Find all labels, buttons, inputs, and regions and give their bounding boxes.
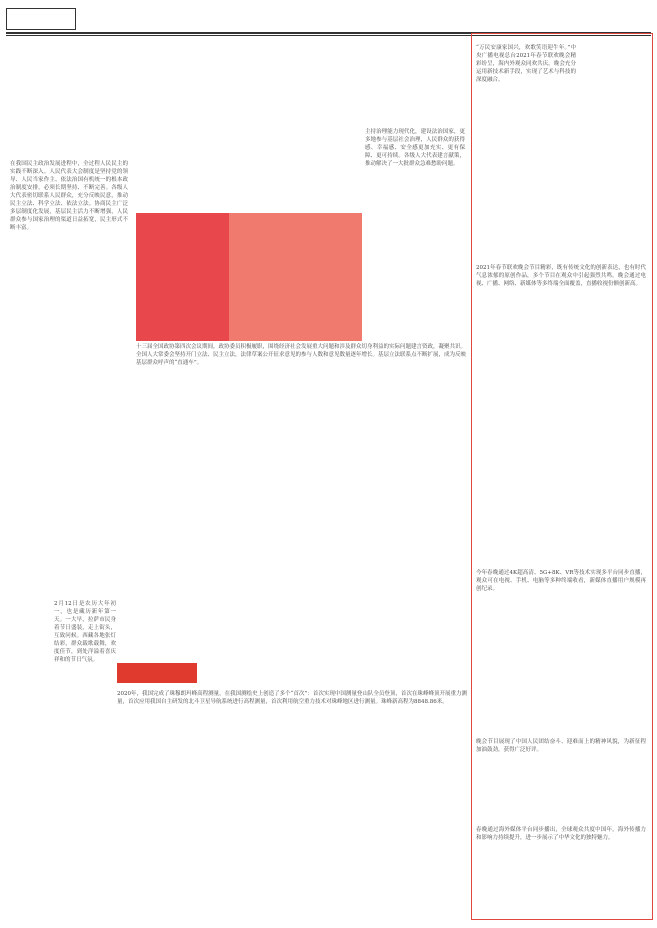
lead-body-col1: 在我国民主政治发展进程中，全过程人民民主的实践不断深入。人民代表大会制度是坚持党的领导、人民当家作主、依法治国有机统一的根本政治制度安排，必须长期坚持、不断完善。各级人大代表密切联系人民群众，充分反映民意，推动民主立法、科学立法、依法立法。协商民主广泛多层制度化发展，基层民主活力不断增强，人民群众参与国家治理的渠道日益拓宽，民主形式不断丰富。	[10, 161, 128, 231]
sidebar-article	[471, 33, 653, 920]
lead-body-col4: 主持治理能力现代化，建设法治国家，更多地参与基层社会治理，人民群众的获得感、幸福感、安全感更加充实、更有保障、更可持续。各级人大代表建言献策，推动解决了一大批群众急难愁盼问题。	[365, 129, 465, 167]
bottom-body: 2020年，我国完成了珠穆朗玛峰高程测量，在我国测绘史上创造了多个“首次”：首次实现中国测量登山队全员登顶，首次在珠峰峰顶开展重力测量，首次应用我国自主研发的北斗卫星导航系统进行高程测量，首次利用航空重力技术对珠峰地区进行测量。珠峰新高程为8848.86米。	[117, 691, 467, 705]
sidebar-body-top: “万民安康家国兴，欢歌笑语迎牛年。”中央广播电视总台2021年春节联欢晚会精彩纷呈，海内外观众同欢共庆。晚会充分运用新技术新手段，实现了艺术与科技的深度融合。	[476, 45, 576, 83]
column-banner	[117, 663, 197, 683]
sidebar-body-tech: 今年春晚通过4K超高清、5G+8K、VR等技术实现多平台同步直播，观众可在电视、手机、电脑等多种终端收看，新媒体直播用户规模再创纪录。	[476, 570, 646, 592]
lead-body-bottom: 十三届全国政协第四次会议期间，政协委员积极履职，围绕经济社会发展重大问题和涉及群众切身利益的实际问题建言资政，凝聚共识。全国人大常委会坚持开门立法、民主立法，法律草案公开征求意见的参与人数和意见数量逐年增长。基层立法联系点不断扩展，成为反映基层群众呼声的“直通车”。	[136, 344, 466, 366]
left-feature-body: 2月12日是农历大年初一，也是藏历新年第一天。一大早，拉萨市民身着节日盛装，走上街头，互致问候。西藏各地张灯结彩，群众载歌载舞，欢度佳节，到处洋溢着喜庆祥和的节日气氛。	[54, 601, 116, 663]
sidebar-body-global: 春晚通过海外媒体平台同步播出，全球观众共度中国年，海外传播力和影响力持续提升，进一步展示了中华文化的独特魅力。	[476, 827, 646, 841]
infographic-panel-right	[229, 213, 362, 341]
sidebar-body-spirit: 晚会节目展现了中国人民团结奋斗、迎难而上的精神风貌，为新征程加油鼓劲，获得广泛好评。	[476, 739, 646, 753]
sidebar-body-mid: 2021年春节联欢晚会节目精彩，既有传统文化的创新表达，也有时代气息浓郁的原创作品，多个节目在观众中引起强烈共鸣。晚会通过电视、广播、网络、新媒体等多终端全面覆盖，直播收视份额创新高。	[476, 265, 646, 287]
section-tag	[6, 8, 76, 30]
